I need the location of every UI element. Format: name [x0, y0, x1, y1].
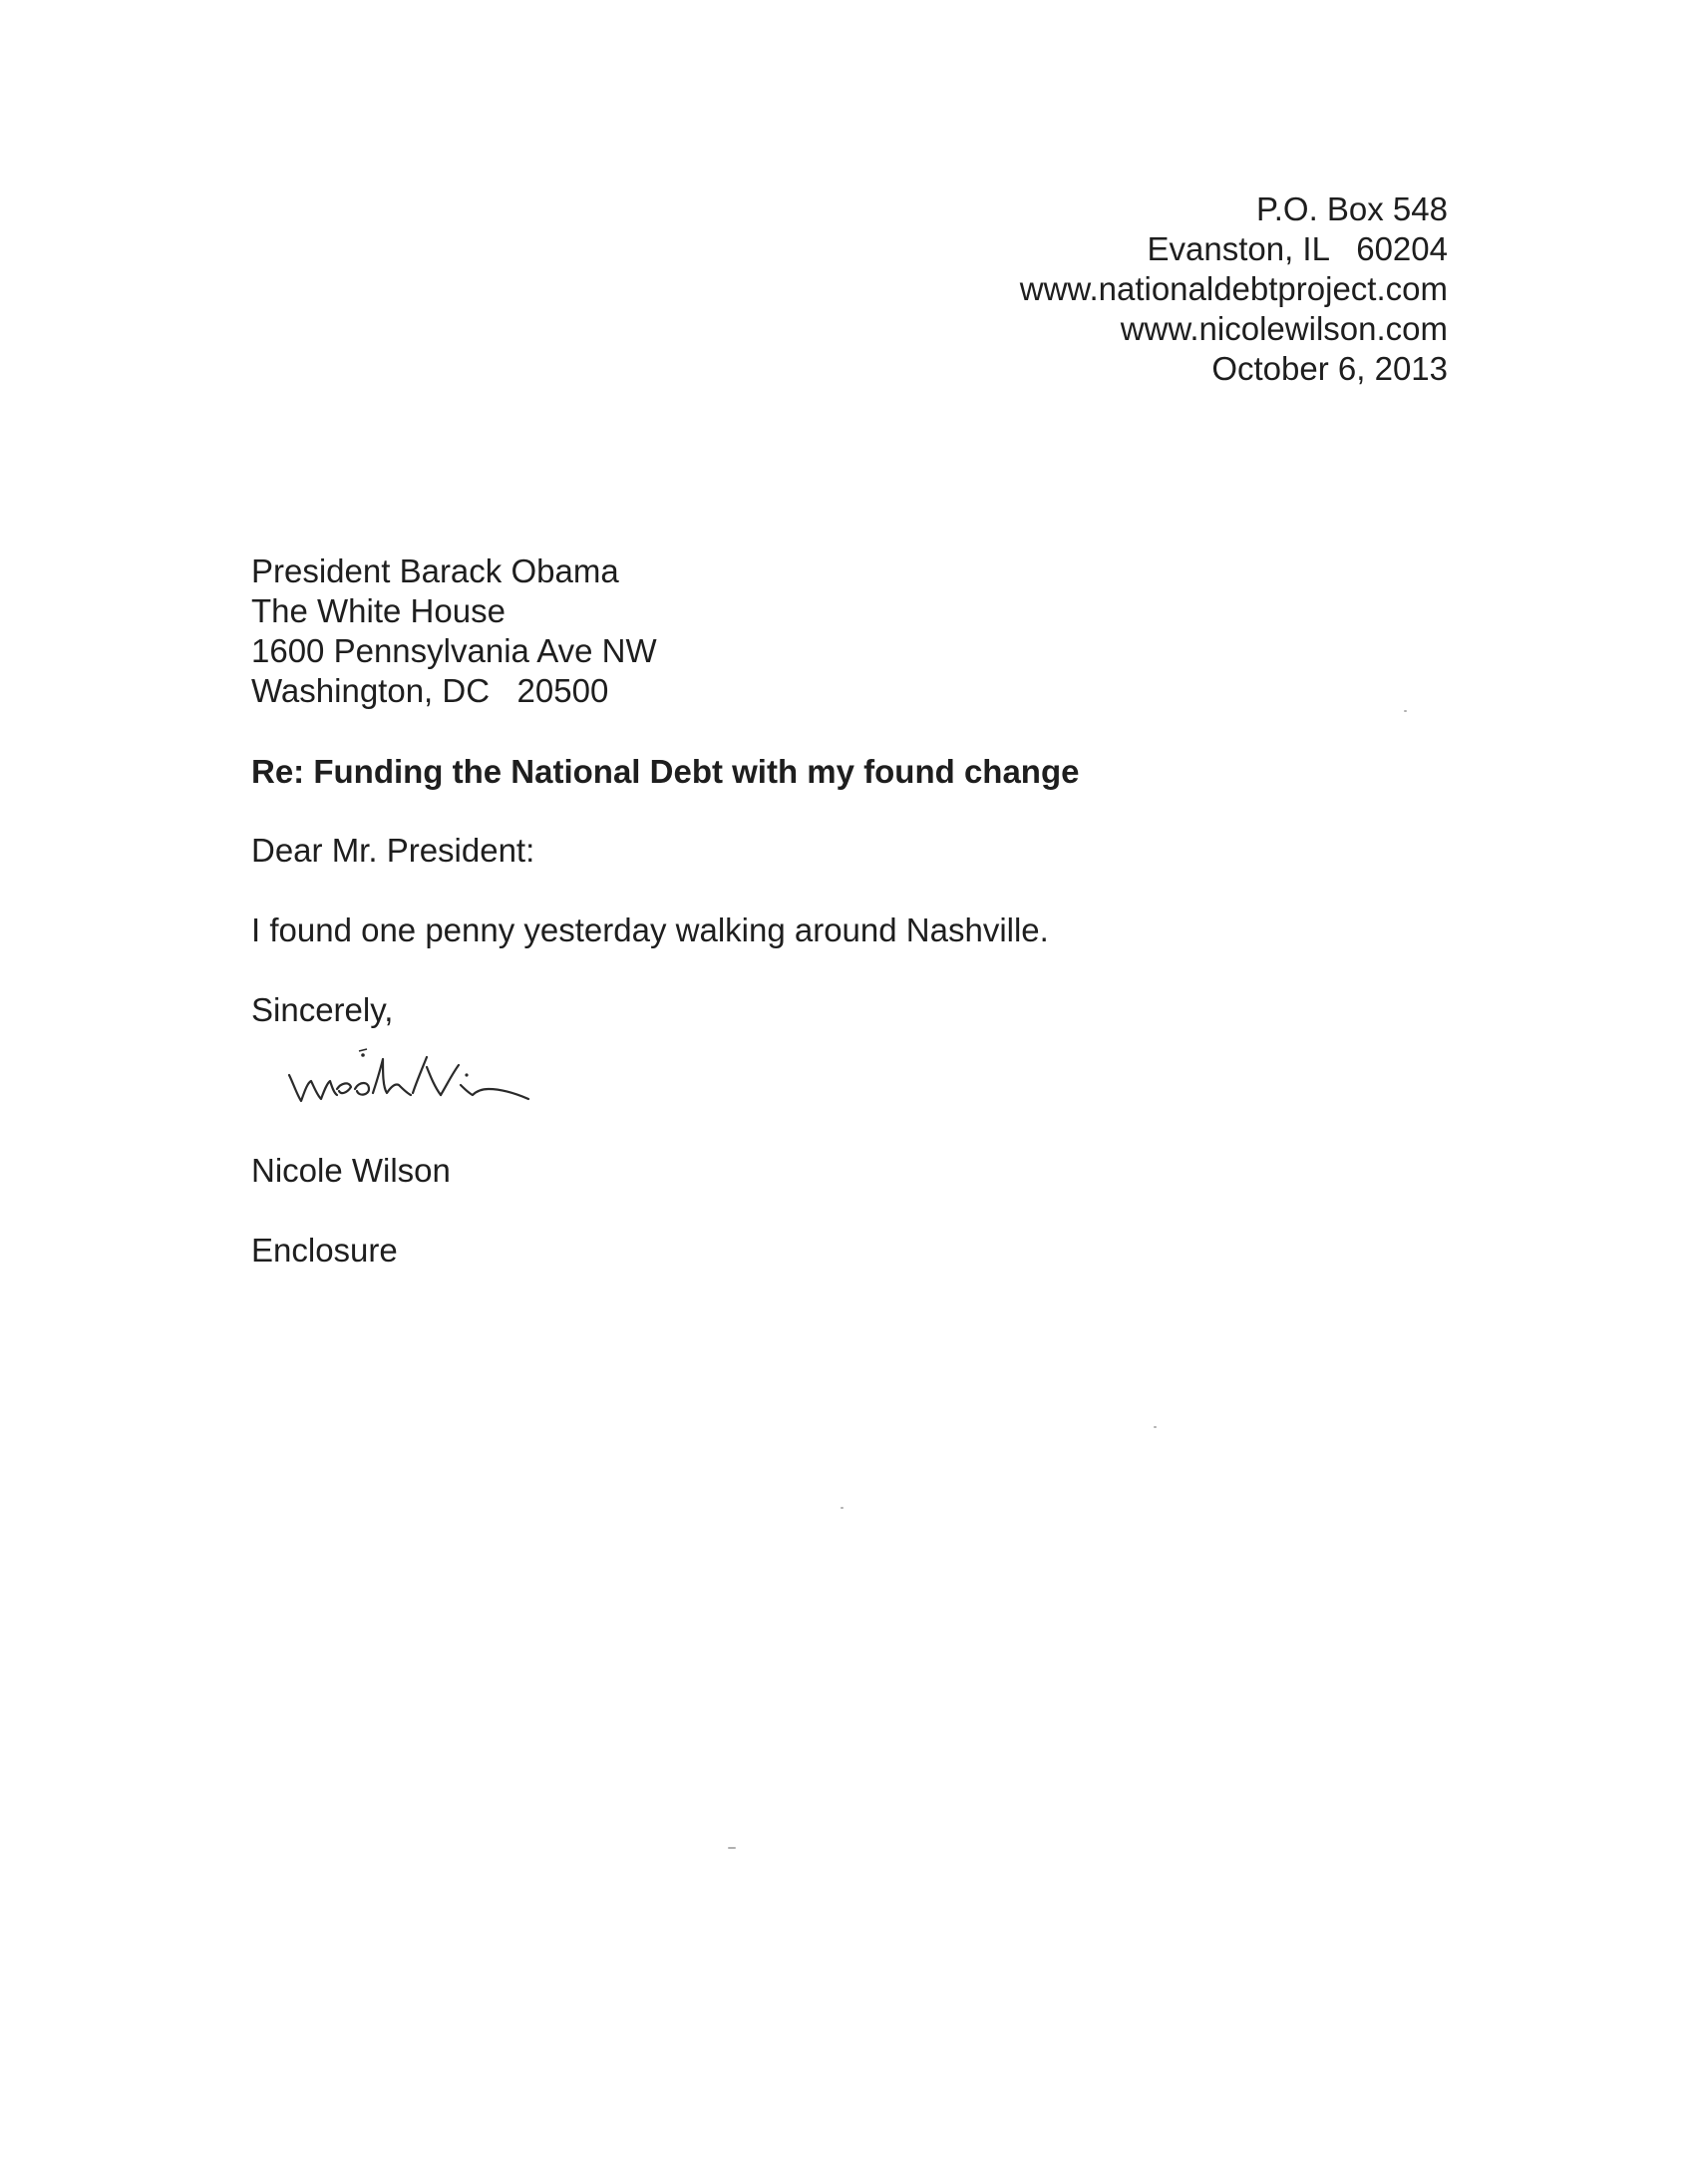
scan-speck: [1154, 1426, 1157, 1428]
letter-body: I found one penny yesterday walking around Nashville.: [251, 911, 1049, 948]
sender-website-1: www.nationaldebtproject.com: [1019, 270, 1448, 307]
recipient-name: President Barack Obama: [251, 552, 619, 589]
salutation: Dear Mr. President:: [251, 832, 535, 869]
closing: Sincerely,: [251, 991, 394, 1028]
scan-speck: [1404, 710, 1407, 712]
recipient-street: 1600 Pennsylvania Ave NW: [251, 632, 657, 669]
recipient-city-line: Washington, DC 20500: [251, 672, 609, 709]
enclosure-note: Enclosure: [251, 1232, 398, 1269]
sender-city-line: Evanston, IL 60204: [1147, 230, 1448, 267]
handwritten-signature: [277, 1037, 596, 1127]
recipient-address-block: [251, 551, 657, 711]
recipient-organization: The White House: [251, 592, 506, 629]
scan-speck: [841, 1507, 844, 1509]
sender-website-2: www.nicolewilson.com: [1120, 310, 1448, 347]
letter-date: October 6, 2013: [1211, 350, 1448, 387]
subject-line: Re: Funding the National Debt with my found change: [251, 753, 1080, 790]
signer-name: Nicole Wilson: [251, 1152, 451, 1189]
sender-po-box: P.O. Box 548: [1255, 190, 1448, 227]
sender-address-block: [1020, 189, 1448, 389]
scan-speck: [728, 1847, 736, 1849]
